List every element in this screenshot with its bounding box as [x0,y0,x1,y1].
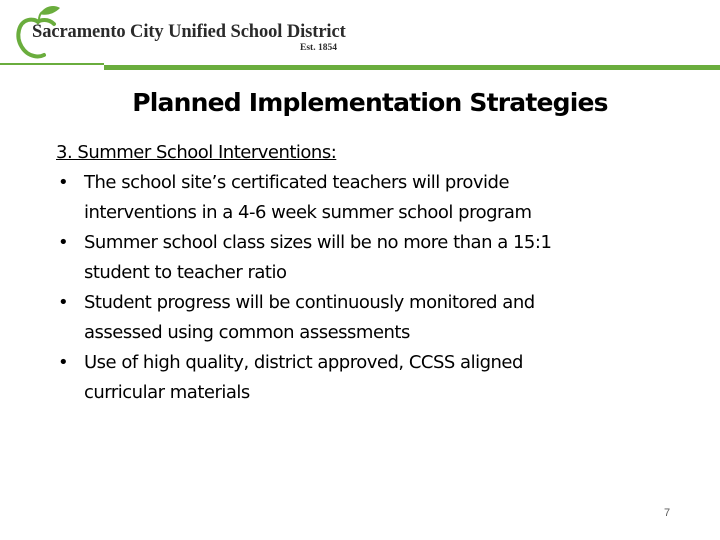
slide-header [0,0,720,72]
bullet-icon: • [57,172,69,193]
district-name: Sacramento City Unified School District [32,22,346,42]
list-item [56,168,676,228]
bullet-text-line2: interventions in a 4-6 week summer school program [84,202,532,223]
bullet-icon: • [57,352,69,373]
bullet-text-line1: The school site’s certificated teachers will provide [84,172,510,193]
page-number: 7 [664,507,671,519]
bullet-list [56,168,676,408]
bullet-icon: • [57,292,69,313]
section-heading: 3. Summer School Interventions: [56,142,337,163]
bullet-text-line1: Use of high quality, district approved, CCSS aligned [84,352,523,373]
bullet-text-line2: assessed using common assessments [84,322,410,343]
slide-title: Planned Implementation Strategies [132,88,608,117]
list-item [56,288,676,348]
established-year: Est. 1854 [300,43,337,53]
bullet-text-line1: Student progress will be continuously monitored and [84,292,535,313]
bullet-text-line2: student to teacher ratio [84,262,287,283]
header-rule [104,65,720,70]
list-item [56,348,676,408]
list-item [56,228,676,288]
slide-content [56,138,676,408]
bullet-icon: • [57,232,69,253]
bullet-text-line2: curricular materials [84,382,250,403]
header-rule-left [0,63,104,65]
bullet-text-line1: Summer school class sizes will be no more than a 15:1 [84,232,552,253]
